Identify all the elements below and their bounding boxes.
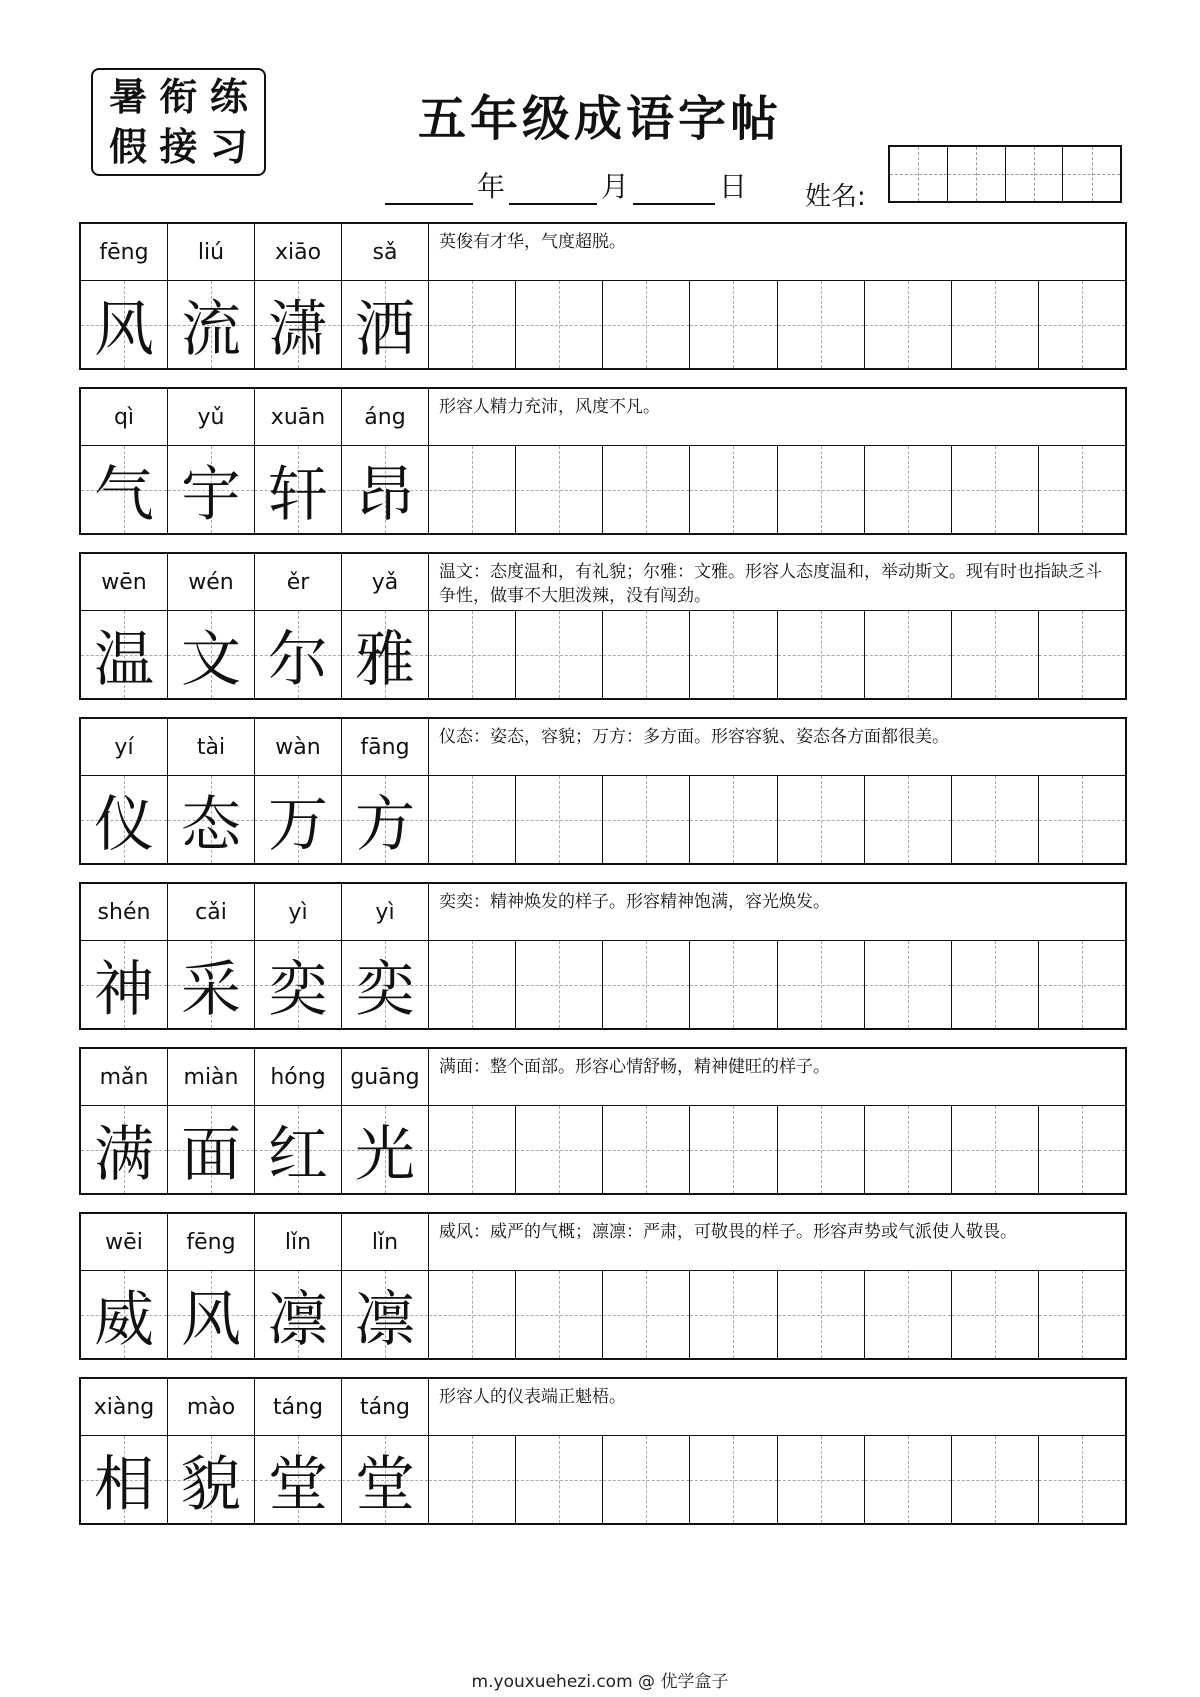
practice-cell[interactable] (1039, 776, 1125, 863)
idiom-meaning: 威风：威严的气概；凛凛：严肃，可敬畏的样子。形容声势或气派使人敬畏。 (429, 1214, 1125, 1271)
badge-char: 衔 (159, 74, 198, 119)
practice-cell[interactable] (1039, 446, 1125, 533)
hanzi-char: 神 (94, 954, 154, 1025)
hanzi-char: 光 (355, 1119, 415, 1190)
pinyin-cell: lǐn (255, 1214, 342, 1271)
idiom-block (79, 222, 1127, 370)
pinyin-cell: wén (168, 554, 255, 611)
month-label: 月 (601, 170, 630, 203)
practice-cell[interactable] (778, 611, 865, 698)
hanzi-char: 奕 (355, 954, 415, 1025)
pinyin-cell: shén (81, 884, 168, 941)
practice-cell[interactable] (429, 1106, 516, 1193)
practice-grid[interactable] (429, 776, 1125, 863)
pinyin-cell: táng (255, 1379, 342, 1436)
idiom-list (79, 222, 1127, 1542)
practice-cell[interactable] (778, 446, 865, 533)
badge-char: 暑 (109, 74, 148, 119)
pinyin-cell: mǎn (81, 1049, 168, 1106)
hanzi-char: 威 (94, 1284, 154, 1355)
year-blank[interactable] (385, 171, 473, 205)
practice-cell[interactable] (778, 1436, 865, 1523)
pinyin-cell: yì (255, 884, 342, 941)
hanzi-char: 面 (181, 1119, 241, 1190)
practice-cell[interactable] (952, 611, 1039, 698)
hanzi-char: 红 (268, 1119, 328, 1190)
practice-cell[interactable] (690, 446, 777, 533)
pinyin-cell: yí (81, 719, 168, 776)
pinyin-cell: miàn (168, 1049, 255, 1106)
practice-cell[interactable] (1039, 1271, 1125, 1358)
practice-cell[interactable] (603, 281, 690, 368)
hanzi-char: 万 (268, 789, 328, 860)
pinyin-cell: tài (168, 719, 255, 776)
practice-cell[interactable] (778, 281, 865, 368)
month-blank[interactable] (509, 171, 597, 205)
practice-cell[interactable] (778, 941, 865, 1028)
footer-credit: m.youxuehezi.com @ 优学盒子 (471, 1672, 729, 1692)
pinyin-cell: xiàng (81, 1379, 168, 1436)
hanzi-char: 潇 (268, 294, 328, 365)
hanzi-cell (255, 1271, 342, 1358)
hanzi-cell (255, 1106, 342, 1193)
pinyin-cell: xiāo (255, 224, 342, 281)
date-line (385, 165, 751, 205)
practice-cell[interactable] (690, 1106, 777, 1193)
pinyin-cell: yì (342, 884, 429, 941)
practice-cell[interactable] (603, 776, 690, 863)
hanzi-cell (81, 281, 168, 368)
hanzi-cell (81, 446, 168, 533)
page-title: 五年级成语字帖 (417, 91, 782, 147)
idiom-block (79, 1047, 1127, 1195)
hanzi-cell (81, 1106, 168, 1193)
hanzi-cell (342, 446, 429, 533)
pinyin-cell: liú (168, 224, 255, 281)
practice-cell[interactable] (865, 611, 952, 698)
idiom-meaning: 仪态：姿态，容貌；万方：多方面。形容容貌、姿态各方面都很美。 (429, 719, 1125, 776)
practice-cell[interactable] (952, 446, 1039, 533)
practice-cell[interactable] (690, 941, 777, 1028)
idiom-block (79, 882, 1127, 1030)
idiom-block (79, 552, 1127, 700)
hanzi-cell (255, 776, 342, 863)
summer-bridge-badge (91, 68, 266, 176)
practice-cell[interactable] (952, 776, 1039, 863)
idiom-meaning: 形容人的仪表端正魁梧。 (429, 1379, 1125, 1436)
hanzi-cell (81, 611, 168, 698)
hanzi-char: 态 (181, 789, 241, 860)
practice-cell[interactable] (516, 941, 603, 1028)
pinyin-cell: wàn (255, 719, 342, 776)
practice-cell[interactable] (603, 611, 690, 698)
practice-cell[interactable] (603, 1106, 690, 1193)
hanzi-cell (255, 281, 342, 368)
hanzi-cell (342, 611, 429, 698)
practice-cell[interactable] (1039, 941, 1125, 1028)
pinyin-cell: áng (342, 389, 429, 446)
hanzi-char: 风 (94, 294, 154, 365)
practice-grid[interactable] (429, 1271, 1125, 1358)
practice-cell[interactable] (1039, 611, 1125, 698)
practice-cell[interactable] (865, 1436, 952, 1523)
hanzi-char: 洒 (355, 294, 415, 365)
hanzi-char: 凛 (355, 1284, 415, 1355)
hanzi-char: 貌 (181, 1449, 241, 1520)
hanzi-cell (342, 941, 429, 1028)
idiom-block (79, 387, 1127, 535)
idiom-meaning: 英俊有才华，气度超脱。 (429, 224, 1125, 281)
practice-grid[interactable] (429, 1106, 1125, 1193)
practice-cell[interactable] (690, 611, 777, 698)
practice-grid[interactable] (429, 941, 1125, 1028)
badge-char: 假 (109, 124, 148, 169)
name-cell[interactable] (1005, 147, 1063, 201)
hanzi-char: 文 (181, 624, 241, 695)
pinyin-cell: fēng (168, 1214, 255, 1271)
hanzi-char: 奕 (268, 954, 328, 1025)
day-label: 日 (719, 170, 748, 203)
hanzi-char: 堂 (268, 1449, 328, 1520)
practice-cell[interactable] (1039, 1106, 1125, 1193)
practice-cell[interactable] (429, 941, 516, 1028)
hanzi-cell (81, 1271, 168, 1358)
practice-cell[interactable] (516, 1271, 603, 1358)
pinyin-cell: táng (342, 1379, 429, 1436)
pinyin-cell: wēn (81, 554, 168, 611)
badge-char: 习 (209, 124, 248, 169)
practice-cell[interactable] (865, 446, 952, 533)
hanzi-char: 昂 (355, 459, 415, 530)
practice-cell[interactable] (429, 1436, 516, 1523)
name-cell[interactable] (947, 147, 1005, 201)
hanzi-cell (81, 1436, 168, 1523)
year-label: 年 (477, 170, 506, 203)
practice-grid[interactable] (429, 446, 1125, 533)
hanzi-cell (342, 1106, 429, 1193)
practice-cell[interactable] (516, 1436, 603, 1523)
hanzi-cell (168, 776, 255, 863)
pinyin-cell: cǎi (168, 884, 255, 941)
hanzi-cell (81, 941, 168, 1028)
hanzi-char: 轩 (268, 459, 328, 530)
hanzi-cell (255, 941, 342, 1028)
practice-cell[interactable] (429, 776, 516, 863)
pinyin-cell: fāng (342, 719, 429, 776)
practice-cell[interactable] (516, 281, 603, 368)
practice-cell[interactable] (778, 1271, 865, 1358)
hanzi-cell (168, 1436, 255, 1523)
practice-cell[interactable] (952, 281, 1039, 368)
idiom-meaning: 形容人精力充沛，风度不凡。 (429, 389, 1125, 446)
hanzi-char: 尔 (268, 624, 328, 695)
hanzi-cell (342, 776, 429, 863)
hanzi-char: 采 (181, 954, 241, 1025)
idiom-meaning: 奕奕：精神焕发的样子。形容精神饱满，容光焕发。 (429, 884, 1125, 941)
practice-cell[interactable] (865, 1106, 952, 1193)
practice-cell[interactable] (603, 941, 690, 1028)
hanzi-cell (342, 1436, 429, 1523)
pinyin-cell: lǐn (342, 1214, 429, 1271)
practice-cell[interactable] (429, 446, 516, 533)
practice-cell[interactable] (778, 776, 865, 863)
idiom-block (79, 1212, 1127, 1360)
idiom-block (79, 717, 1127, 865)
pinyin-cell: ěr (255, 554, 342, 611)
practice-cell[interactable] (516, 776, 603, 863)
hanzi-char: 方 (355, 789, 415, 860)
pinyin-cell: fēng (81, 224, 168, 281)
pinyin-cell: wēi (81, 1214, 168, 1271)
hanzi-cell (255, 611, 342, 698)
hanzi-cell (168, 611, 255, 698)
pinyin-cell: sǎ (342, 224, 429, 281)
hanzi-cell (168, 1271, 255, 1358)
practice-cell[interactable] (690, 281, 777, 368)
practice-cell[interactable] (952, 1436, 1039, 1523)
hanzi-cell (342, 1271, 429, 1358)
idiom-meaning: 满面：整个面部。形容心情舒畅，精神健旺的样子。 (429, 1049, 1125, 1106)
practice-cell[interactable] (865, 776, 952, 863)
practice-cell[interactable] (865, 941, 952, 1028)
practice-cell[interactable] (690, 1271, 777, 1358)
practice-cell[interactable] (603, 1436, 690, 1523)
practice-cell[interactable] (952, 1271, 1039, 1358)
pinyin-cell: mào (168, 1379, 255, 1436)
pinyin-cell: yǔ (168, 389, 255, 446)
practice-cell[interactable] (516, 611, 603, 698)
hanzi-cell (255, 446, 342, 533)
practice-cell[interactable] (778, 1106, 865, 1193)
name-grid[interactable] (888, 145, 1122, 203)
hanzi-char: 气 (94, 459, 154, 530)
badge-char: 接 (159, 124, 198, 169)
name-label: 姓名: (805, 182, 866, 212)
pinyin-cell: qì (81, 389, 168, 446)
practice-cell[interactable] (516, 446, 603, 533)
hanzi-char: 雅 (355, 624, 415, 695)
practice-cell[interactable] (603, 1271, 690, 1358)
hanzi-char: 流 (181, 294, 241, 365)
pinyin-cell: guāng (342, 1049, 429, 1106)
practice-cell[interactable] (1039, 1436, 1125, 1523)
name-cell[interactable] (890, 147, 947, 201)
hanzi-char: 相 (94, 1449, 154, 1520)
idiom-meaning: 温文：态度温和，有礼貌；尔雅：文雅。形容人态度温和，举动斯文。现有时也指缺乏斗争性，做事不大胆泼辣，没有闯劲。 (429, 554, 1125, 611)
badge-char: 练 (209, 74, 248, 119)
practice-cell[interactable] (1039, 281, 1125, 368)
hanzi-cell (255, 1436, 342, 1523)
pinyin-cell: hóng (255, 1049, 342, 1106)
hanzi-char: 宇 (181, 459, 241, 530)
practice-cell[interactable] (952, 941, 1039, 1028)
practice-cell[interactable] (429, 281, 516, 368)
practice-cell[interactable] (429, 1271, 516, 1358)
day-blank[interactable] (633, 171, 715, 205)
hanzi-char: 风 (181, 1284, 241, 1355)
hanzi-char: 凛 (268, 1284, 328, 1355)
practice-grid[interactable] (429, 281, 1125, 368)
practice-cell[interactable] (516, 1106, 603, 1193)
hanzi-char: 堂 (355, 1449, 415, 1520)
hanzi-char: 满 (94, 1119, 154, 1190)
hanzi-cell (168, 281, 255, 368)
practice-grid[interactable] (429, 1436, 1125, 1523)
idiom-block (79, 1377, 1127, 1525)
practice-cell[interactable] (952, 1106, 1039, 1193)
name-cell[interactable] (1062, 147, 1120, 201)
hanzi-cell (81, 776, 168, 863)
practice-cell[interactable] (429, 611, 516, 698)
practice-cell[interactable] (690, 1436, 777, 1523)
practice-cell[interactable] (865, 281, 952, 368)
practice-cell[interactable] (603, 446, 690, 533)
practice-cell[interactable] (690, 776, 777, 863)
hanzi-cell (168, 941, 255, 1028)
hanzi-cell (342, 281, 429, 368)
hanzi-cell (168, 446, 255, 533)
practice-cell[interactable] (865, 1271, 952, 1358)
pinyin-cell: yǎ (342, 554, 429, 611)
practice-grid[interactable] (429, 611, 1125, 698)
hanzi-char: 温 (94, 624, 154, 695)
pinyin-cell: xuān (255, 389, 342, 446)
hanzi-cell (168, 1106, 255, 1193)
hanzi-char: 仪 (94, 789, 154, 860)
